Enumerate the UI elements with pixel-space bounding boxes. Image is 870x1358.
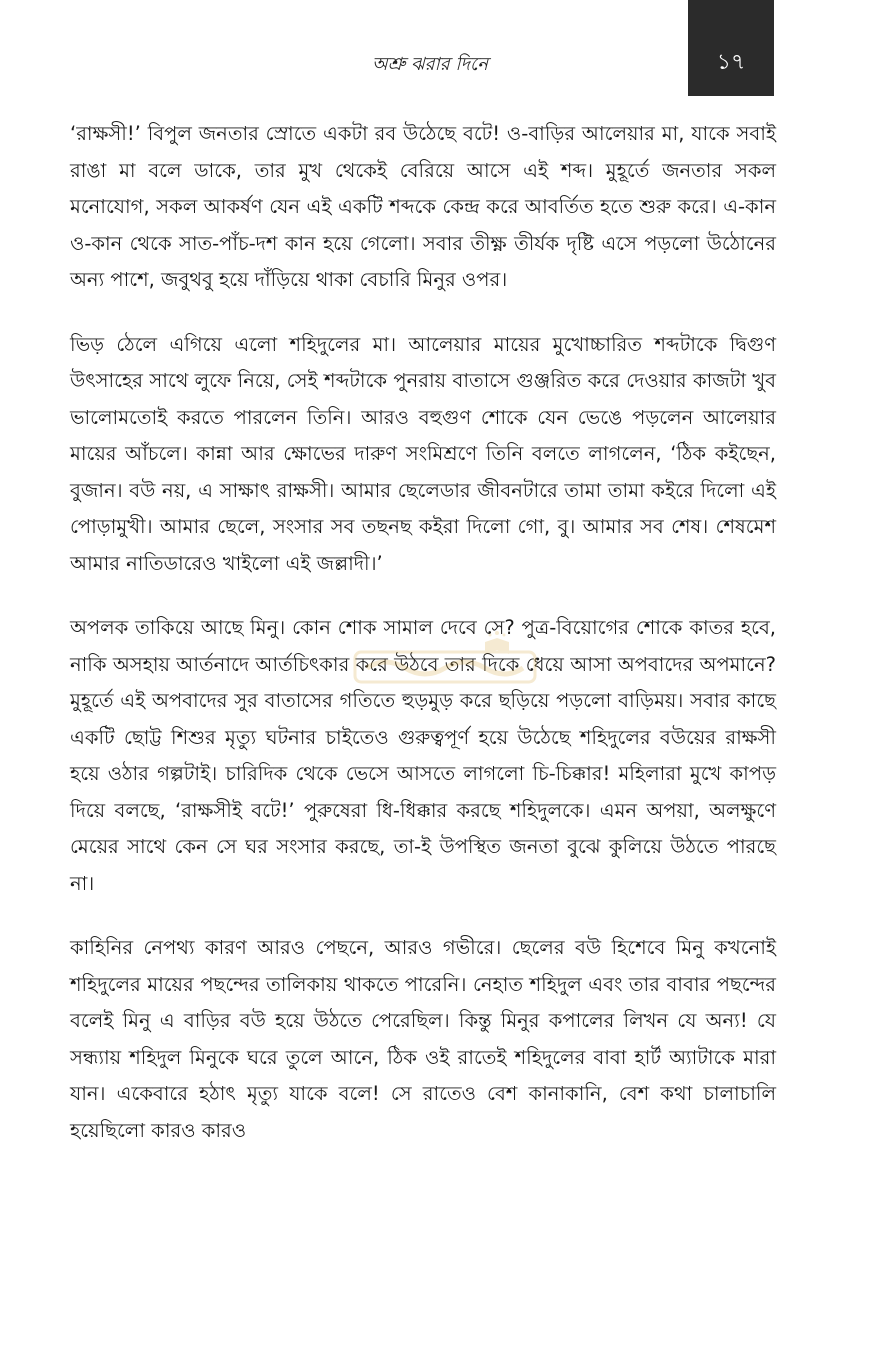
paragraph-4: কাহিনির নেপথ্য কারণ আরও পেছনে, আরও গভীরে। ছেলের বউ হিশেবে মিনু কখনোই শহিদুলের মায়ের পছন্দের তালিকায় থাকতে পারেনি। নেহাত শহিদুল এবং তার বাবার পছন্দের বলেই মিনু এ বাড়ির বউ হয়ে উঠতে পেরেছিল। কিন্তু মিনুর কপালের লিখন যে অন্য! যে সন্ধ্যায় শহিদুল মিনুকে ঘরে তুলে আনে, ঠিক ওই রাতেই শহিদুলের বাবা হার্ট অ্যাটাকে মারা যান। একেবারে হঠাৎ মৃত্যু যাকে বলে! সে রাতেও বেশ কানাকানি, বেশ কথা চালাচালি হয়েছিলো কারও কারও: [70, 936, 776, 1142]
running-header-title: অশ্রু ঝরার দিনে: [372, 54, 488, 75]
page-number: ১৭: [716, 50, 746, 75]
paragraph-3: অপলক তাকিয়ে আছে মিনু। কোন শোক সামাল দেবে সে? পুত্র-বিয়োগের শোকে কাতর হবে, নাকি অসহায় আর্তনাদে আর্তচিৎকার করে উঠবে তার দিকে ধেয়ে আসা অপবাদের অপমানে? মুহূর্তে এই অপবাদের সুর বাতাসের গতিতে হুড়মুড় করে ছড়িয়ে পড়লো বাড়িময়। সবার কাছে একটি ছোট্ট শিশুর মৃত্যু ঘটনার চাইতেও গুরুত্বপূর্ণ হয়ে উঠেছে শহিদুলের বউয়ের রাক্ষসী হয়ে ওঠার গল্পটাই। চারিদিক থেকে ভেসে আসতে লাগলো চি-চিক্কার! মহিলারা মুখে কাপড় দিয়ে বলছে, ‘রাক্ষসীই বটে!’ পুরুষেরা ধি-ধিক্কার করছে শহিদুলকে। এমন অপয়া, অলক্ষুণে মেয়ের সাথে কেন সে ঘর সংসার করছে, তা-ই উপস্থিত জনতা বুঝে কুলিয়ে উঠতে পারছে না।: [70, 616, 776, 895]
paragraph-1: ‘রাক্ষসী!’ বিপুল জনতার স্রোতে একটা রব উঠেছে বটে! ও-বাড়ির আলেয়ার মা, যাকে সবাই রাঙা মা বলে ডাকে, তার মুখ থেকেই বেরিয়ে আসে এই শব্দ। মুহূর্তে জনতার সকল মনোযোগ, সকল আকর্ষণ যেন এই একটি শব্দকে কেন্দ্র করে আবর্তিত হতে শুরু করে। এ-কান ও-কান থেকে সাত-পাঁচ-দশ কান হয়ে গেলো। সবার তীক্ষ্ণ তীর্যক দৃষ্টি এসে পড়লো উঠোনের অন্য পাশে, জবুথবু হয়ে দাঁড়িয়ে থাকা বেচারি মিনুর ওপর।: [70, 122, 776, 291]
body-text: [70, 116, 776, 1177]
page-number-tab: [688, 0, 774, 96]
paragraph-2: ভিড় ঠেলে এগিয়ে এলো শহিদুলের মা। আলেয়ার মায়ের মুখোচ্চারিত শব্দটাকে দ্বিগুণ উৎসাহের সাথে লুফে নিয়ে, সেই শব্দটাকে পুনরায় বাতাসে গুঞ্জরিত করে দেওয়ার কাজটা খুব ভালোমতোই করতে পারলেন তিনি। আরও বহুগুণ শোকে যেন ভেঙে পড়লেন আলেয়ার মায়ের আঁচলে। কান্না আর ক্ষোভের দারুণ সংমিশ্রণে তিনি বলতে লাগলেন, ‘ঠিক কইছেন, বুজান। বউ নয়, এ সাক্ষাৎ রাক্ষসী। আমার ছেলেডার জীবনটারে তামা তামা কইরে দিলো এই পোড়ামুখী। আমার ছেলে, সংসার সব তছনছ কইরা দিলো গো, বু। আমার সব শেষ। শেষমেশ আমার নাতিডারেও খাইলো এই জল্লাদী।’: [70, 332, 776, 575]
